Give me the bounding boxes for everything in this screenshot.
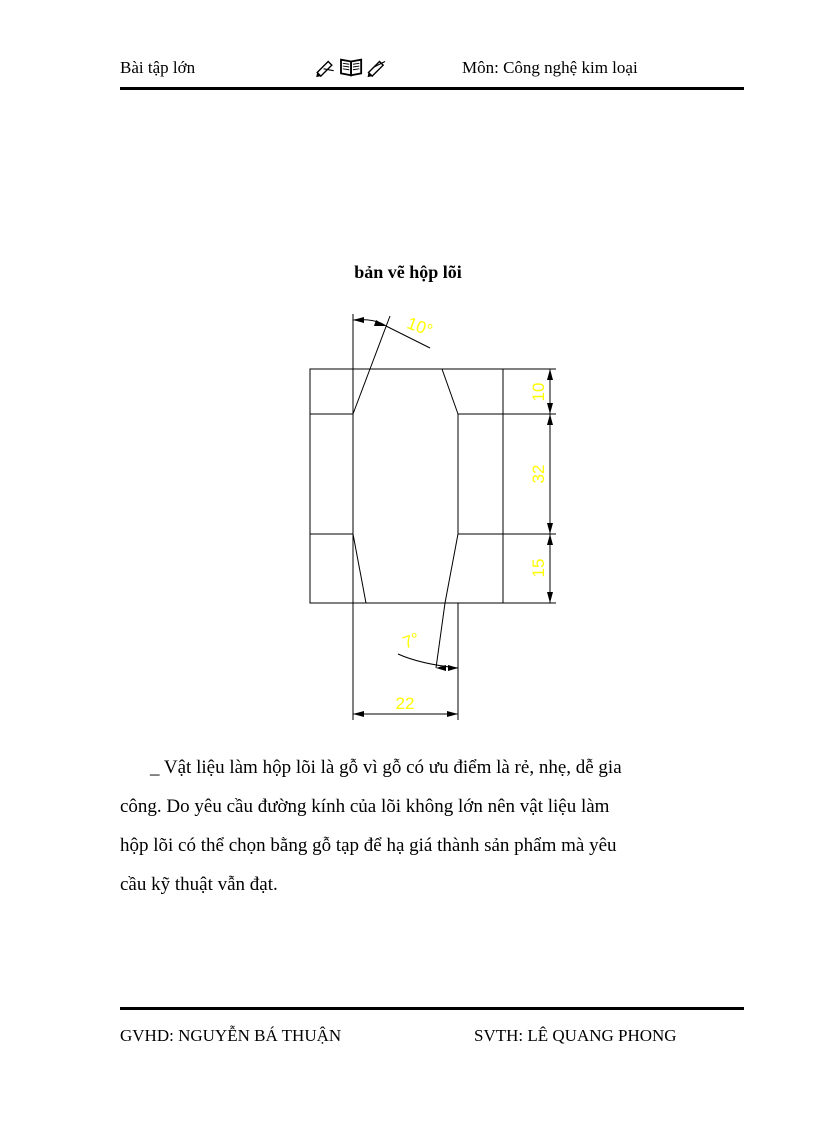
dim-bottom-height: 15 <box>529 558 548 578</box>
top-left-taper <box>353 369 370 414</box>
header-course-label: Bài tập lớn <box>120 58 196 77</box>
header-subject-label: Môn: Công nghệ kim loại <box>462 58 638 77</box>
body-line: cầu kỹ thuật vẫn đạt. <box>120 874 278 895</box>
body-line: hộp lõi có thể chọn bằng gỗ tạp để hạ giá thành sản phẩm mà yêu <box>120 835 617 856</box>
dimension-arrows <box>353 317 553 717</box>
bottom-right-taper <box>445 534 458 603</box>
core-box-drawing <box>290 300 580 730</box>
writing-hand-icon <box>316 62 333 78</box>
top-right-taper <box>442 369 458 414</box>
writing-hand-icon <box>368 62 385 78</box>
dim-bottom-angle: 7° <box>400 629 423 653</box>
bottom-left-taper <box>353 534 366 603</box>
bottom-angle-leg <box>436 603 445 668</box>
body-paragraph <box>120 748 720 904</box>
body-line: _ Vật liệu làm hộp lõi là gỗ vì gỗ có ưu điểm là rẻ, nhẹ, dễ gia <box>150 757 622 778</box>
footer-rule <box>120 1007 744 1010</box>
dim-width: 22 <box>395 694 415 713</box>
page-header <box>120 56 744 82</box>
footer-instructor: GVHD: NGUYỄN BÁ THUẬN <box>120 1026 342 1045</box>
dim-middle-height: 32 <box>529 464 548 484</box>
header-rule <box>120 87 744 90</box>
open-book-icon <box>341 60 361 76</box>
footer-student: SVTH: LÊ QUANG PHONG <box>474 1026 677 1045</box>
dim-top-angle: 10° <box>404 313 436 341</box>
header-icons <box>312 56 392 78</box>
body-line: công. Do yêu cầu đường kính của lõi không lớn nên vật liệu làm <box>120 796 610 817</box>
dim-top-height: 10 <box>529 382 548 402</box>
outer-box-outline <box>310 369 503 603</box>
drawing-title: bản vẽ hộp lõi <box>354 262 462 282</box>
